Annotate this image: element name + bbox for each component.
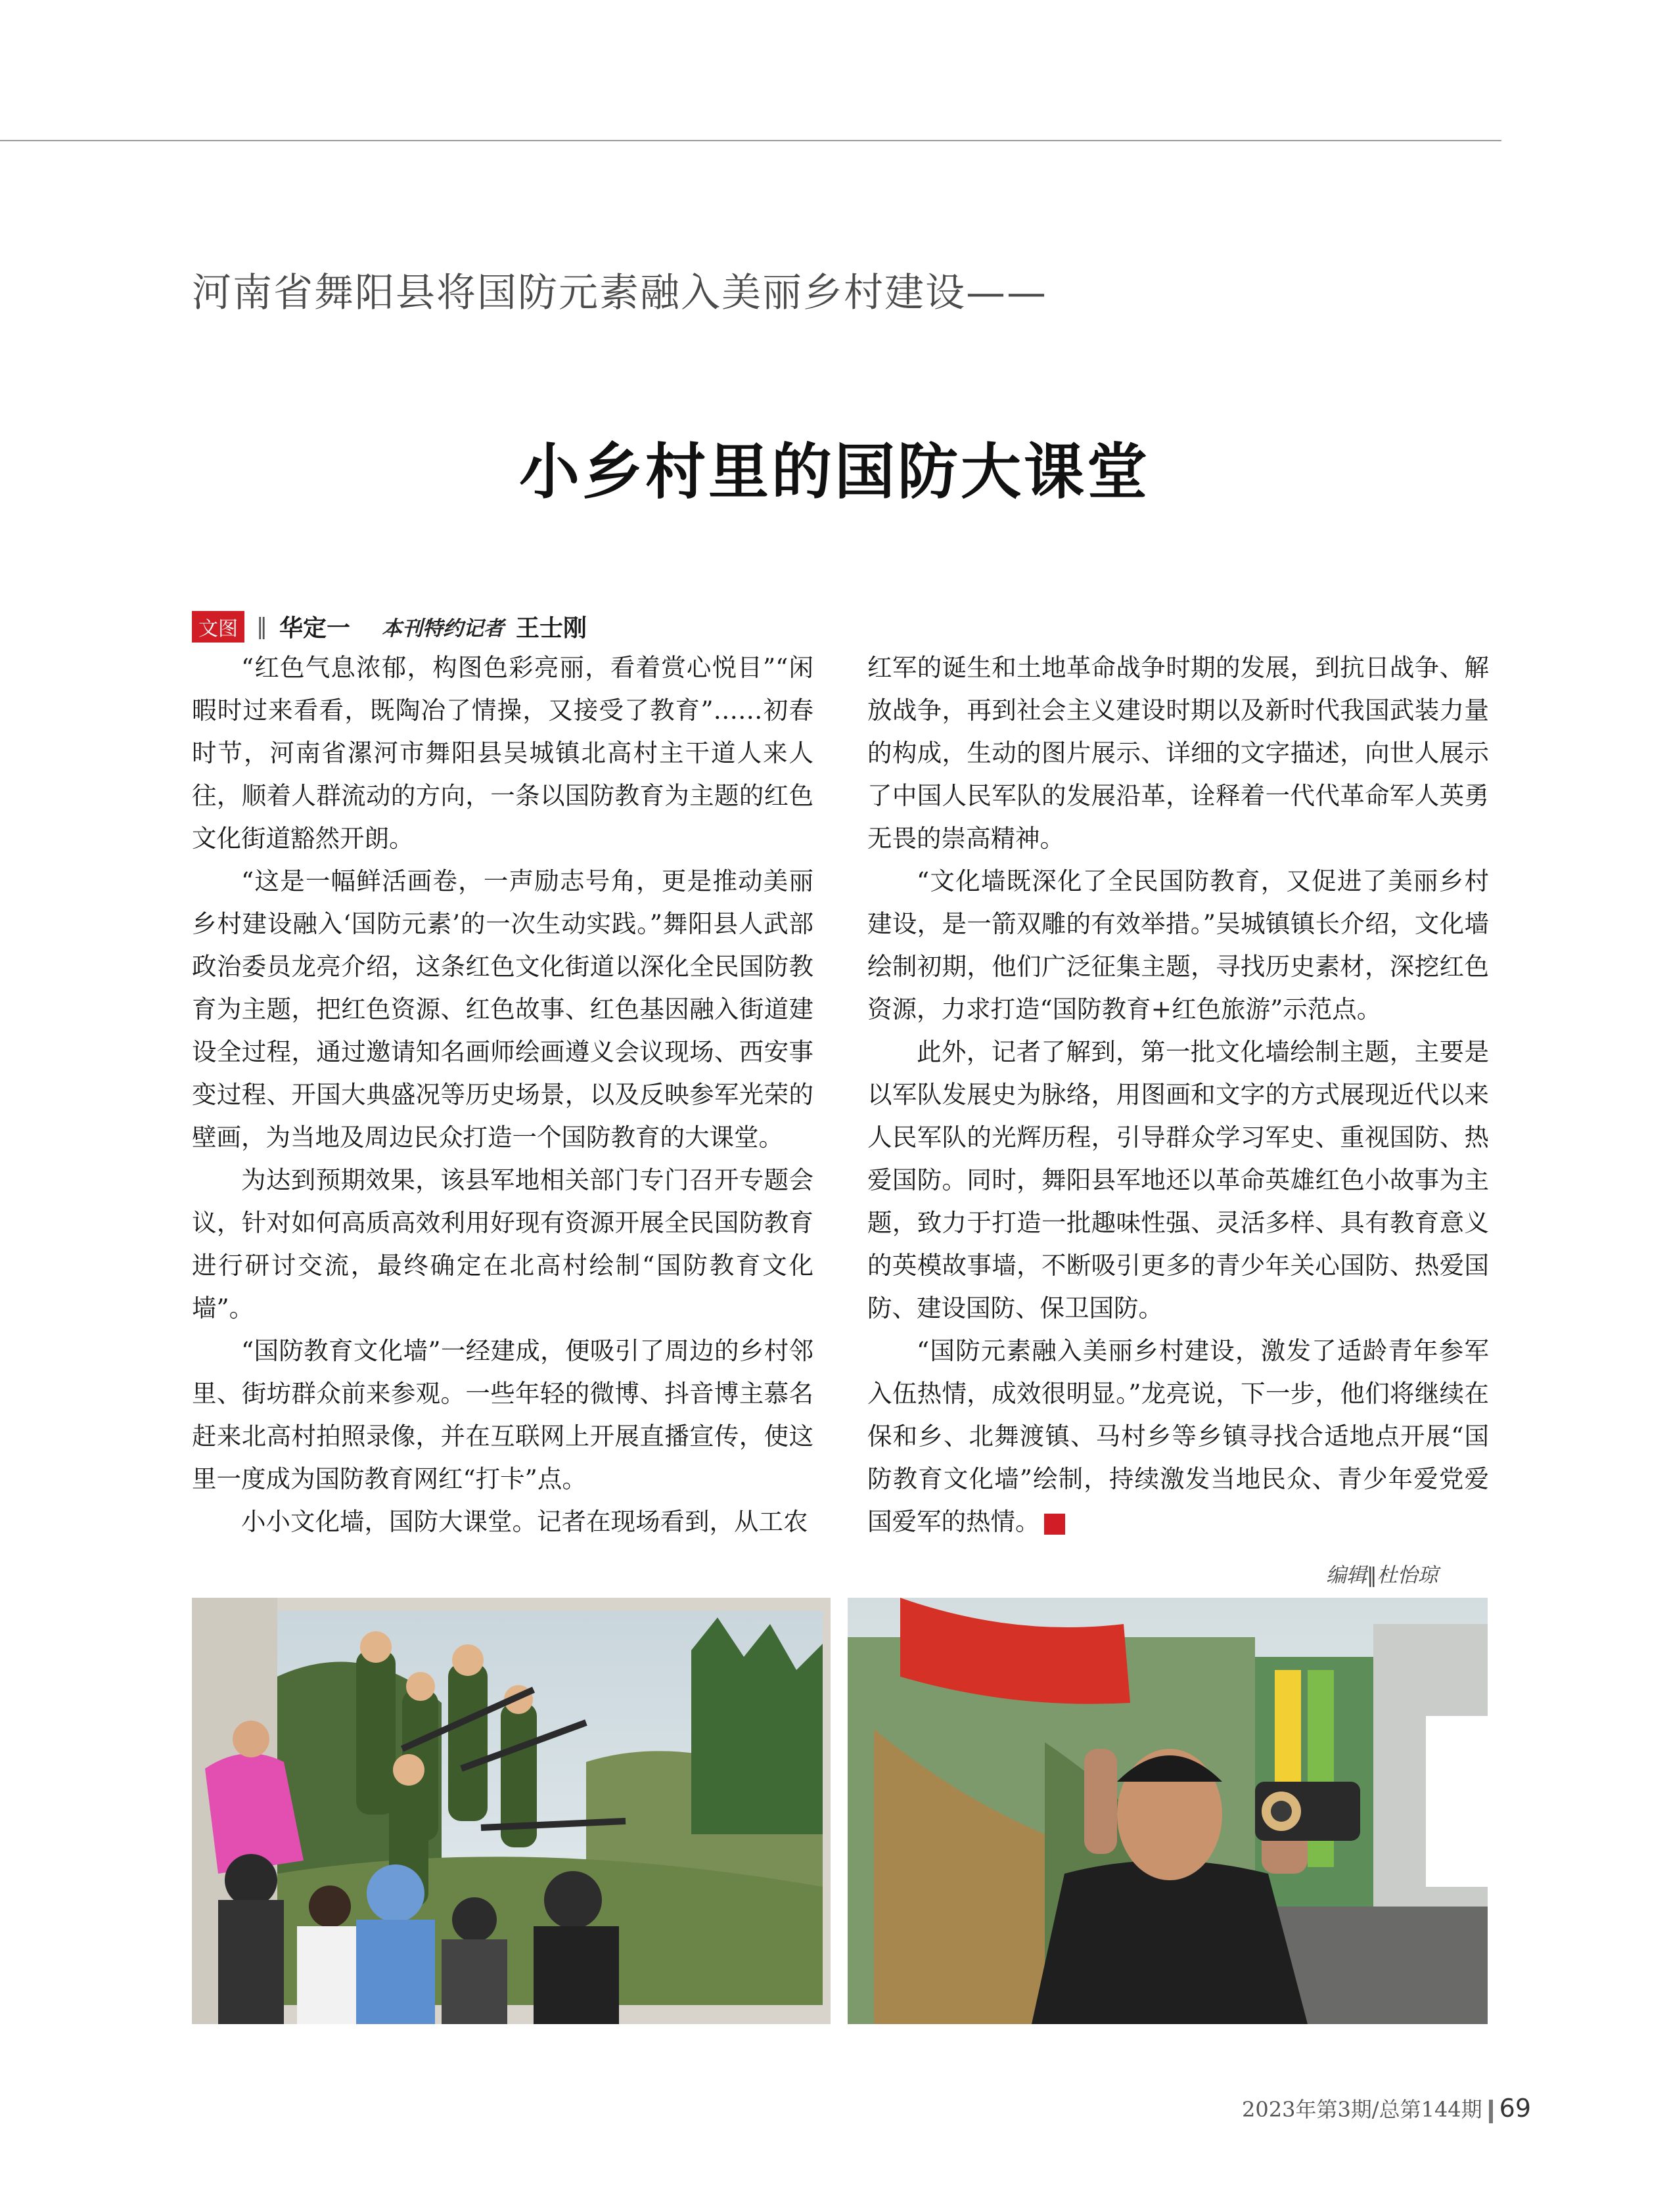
photo-selfie-salute (848, 1598, 1488, 2024)
paragraph-last (867, 1330, 1489, 1543)
author-name-2: 王士刚 (516, 615, 587, 642)
article-subtitle: 河南省舞阳县将国防元素融入美丽乡村建设—— (192, 270, 1047, 316)
paragraph: 此外，记者了解到，第一批文化墙绘制主题，主要是以军队发展史为脉络，用图画和文字的方式展现近代以来人民军队的光辉历程，引导群众学习军史、重视国防、热爱国防。同时，舞阳县军地还以革命英雄红色小故事为主题，致力于打造一批趣味性强、灵活多样、具有教育意义的英模故事墙，不断吸引更多的青少年关心国防、热爱国防、建设国防、保卫国防。 (867, 1037, 1489, 1322)
paragraph-text: “国防元素融入美丽乡村建设，激发了适龄青年参军入伍热情，成效很明显。”龙亮说，下一步，他们将继续在保和乡、北舞渡镇、马村乡等乡镇寻找合适地点开展“国防教育文化墙”绘制，持续激发当地民众、青少年爱党爱国爱军的热情。 (867, 1336, 1489, 1536)
article-column-left (192, 646, 813, 1543)
page-number: 69 (1499, 2094, 1532, 2123)
paragraph: “文化墙既深化了全民国防教育，又促进了美丽乡村建设，是一箭双雕的有效举措。”吴城镇镇长介绍，文化墙绘制初期，他们广泛征集主题，寻找历史素材，深挖红色资源，力求打造“国防教育+红色旅游”示范点。 (867, 867, 1489, 1024)
article-title: 小乡村里的国防大课堂 (518, 437, 1150, 507)
author-name: 华定一 (279, 615, 351, 642)
paragraph: 为达到预期效果，该县军地相关部门专门召开专题会议，针对如何高质高效利用好现有资源开展全民国防教育进行研讨交流，最终确定在北高村绘制“国防教育文化墙”。 (192, 1165, 813, 1322)
end-mark-icon: G (1044, 1514, 1065, 1535)
photo-mural-children (192, 1598, 831, 2024)
article-column-right (867, 646, 1489, 1543)
paragraph: 小小文化墙，国防大课堂。记者在现场看到，从工农 (241, 1507, 808, 1536)
selfie-salute-image (848, 1598, 1488, 2024)
author-role: 本刊特约记者 (382, 617, 505, 641)
paragraph: “国防教育文化墙”一经建成，便吸引了周边的乡村邻里、街坊群众前来参观。一些年轻的微博、抖音博主慕名赶来北高村拍照录像，并在互联网上开展直播宣传，使这里一度成为国防教育网红“打卡”点。 (192, 1336, 813, 1493)
page-footer (1242, 2093, 1531, 2123)
byline-badge: 文图 (192, 611, 244, 643)
byline (192, 610, 587, 643)
editor-credit: 编辑‖杜怡琼 (1326, 1564, 1438, 1587)
byline-separator: ‖ (256, 613, 267, 640)
mural-children-image (192, 1598, 831, 2024)
top-rule (0, 140, 1501, 141)
paragraph: “这是一幅鲜活画卷，一声励志号角，更是推动美丽乡村建设融入‘国防元素’的一次生动实践。”舞阳县人武部政治委员龙亮介绍，这条红色文化街道以深化全民国防教育为主题，把红色资源、红色故事、红色基因融入街道建设全过程，通过邀请知名画师绘画遵义会议现场、西安事变过程、开国大典盛况等历史场景，以及反映参军光荣的壁画，为当地及周边民众打造一个国防教育的大课堂。 (192, 867, 813, 1152)
paragraph: “红色气息浓郁，构图色彩亮丽，看着赏心悦目”“闲暇时过来看看，既陶冶了情操，又接受了教育”……初春时节，河南省漯河市舞阳县吴城镇北高村主干道人来人往，顺着人群流动的方向，一条以国防教育为主题的红色文化街道豁然开朗。 (192, 653, 813, 853)
paragraph-continued: 红军的诞生和土地革命战争时期的发展，到抗日战争、解放战争，再到社会主义建设时期以及新时代我国武装力量的构成，生动的图片展示、详细的文字描述，向世人展示了中国人民军队的发展沿革，诠释着一代代革命军人英勇无畏的崇高精神。 (867, 653, 1489, 853)
footer-divider (1489, 2100, 1493, 2123)
issue-info: 2023年第3期/总第144期 (1242, 2097, 1482, 2122)
